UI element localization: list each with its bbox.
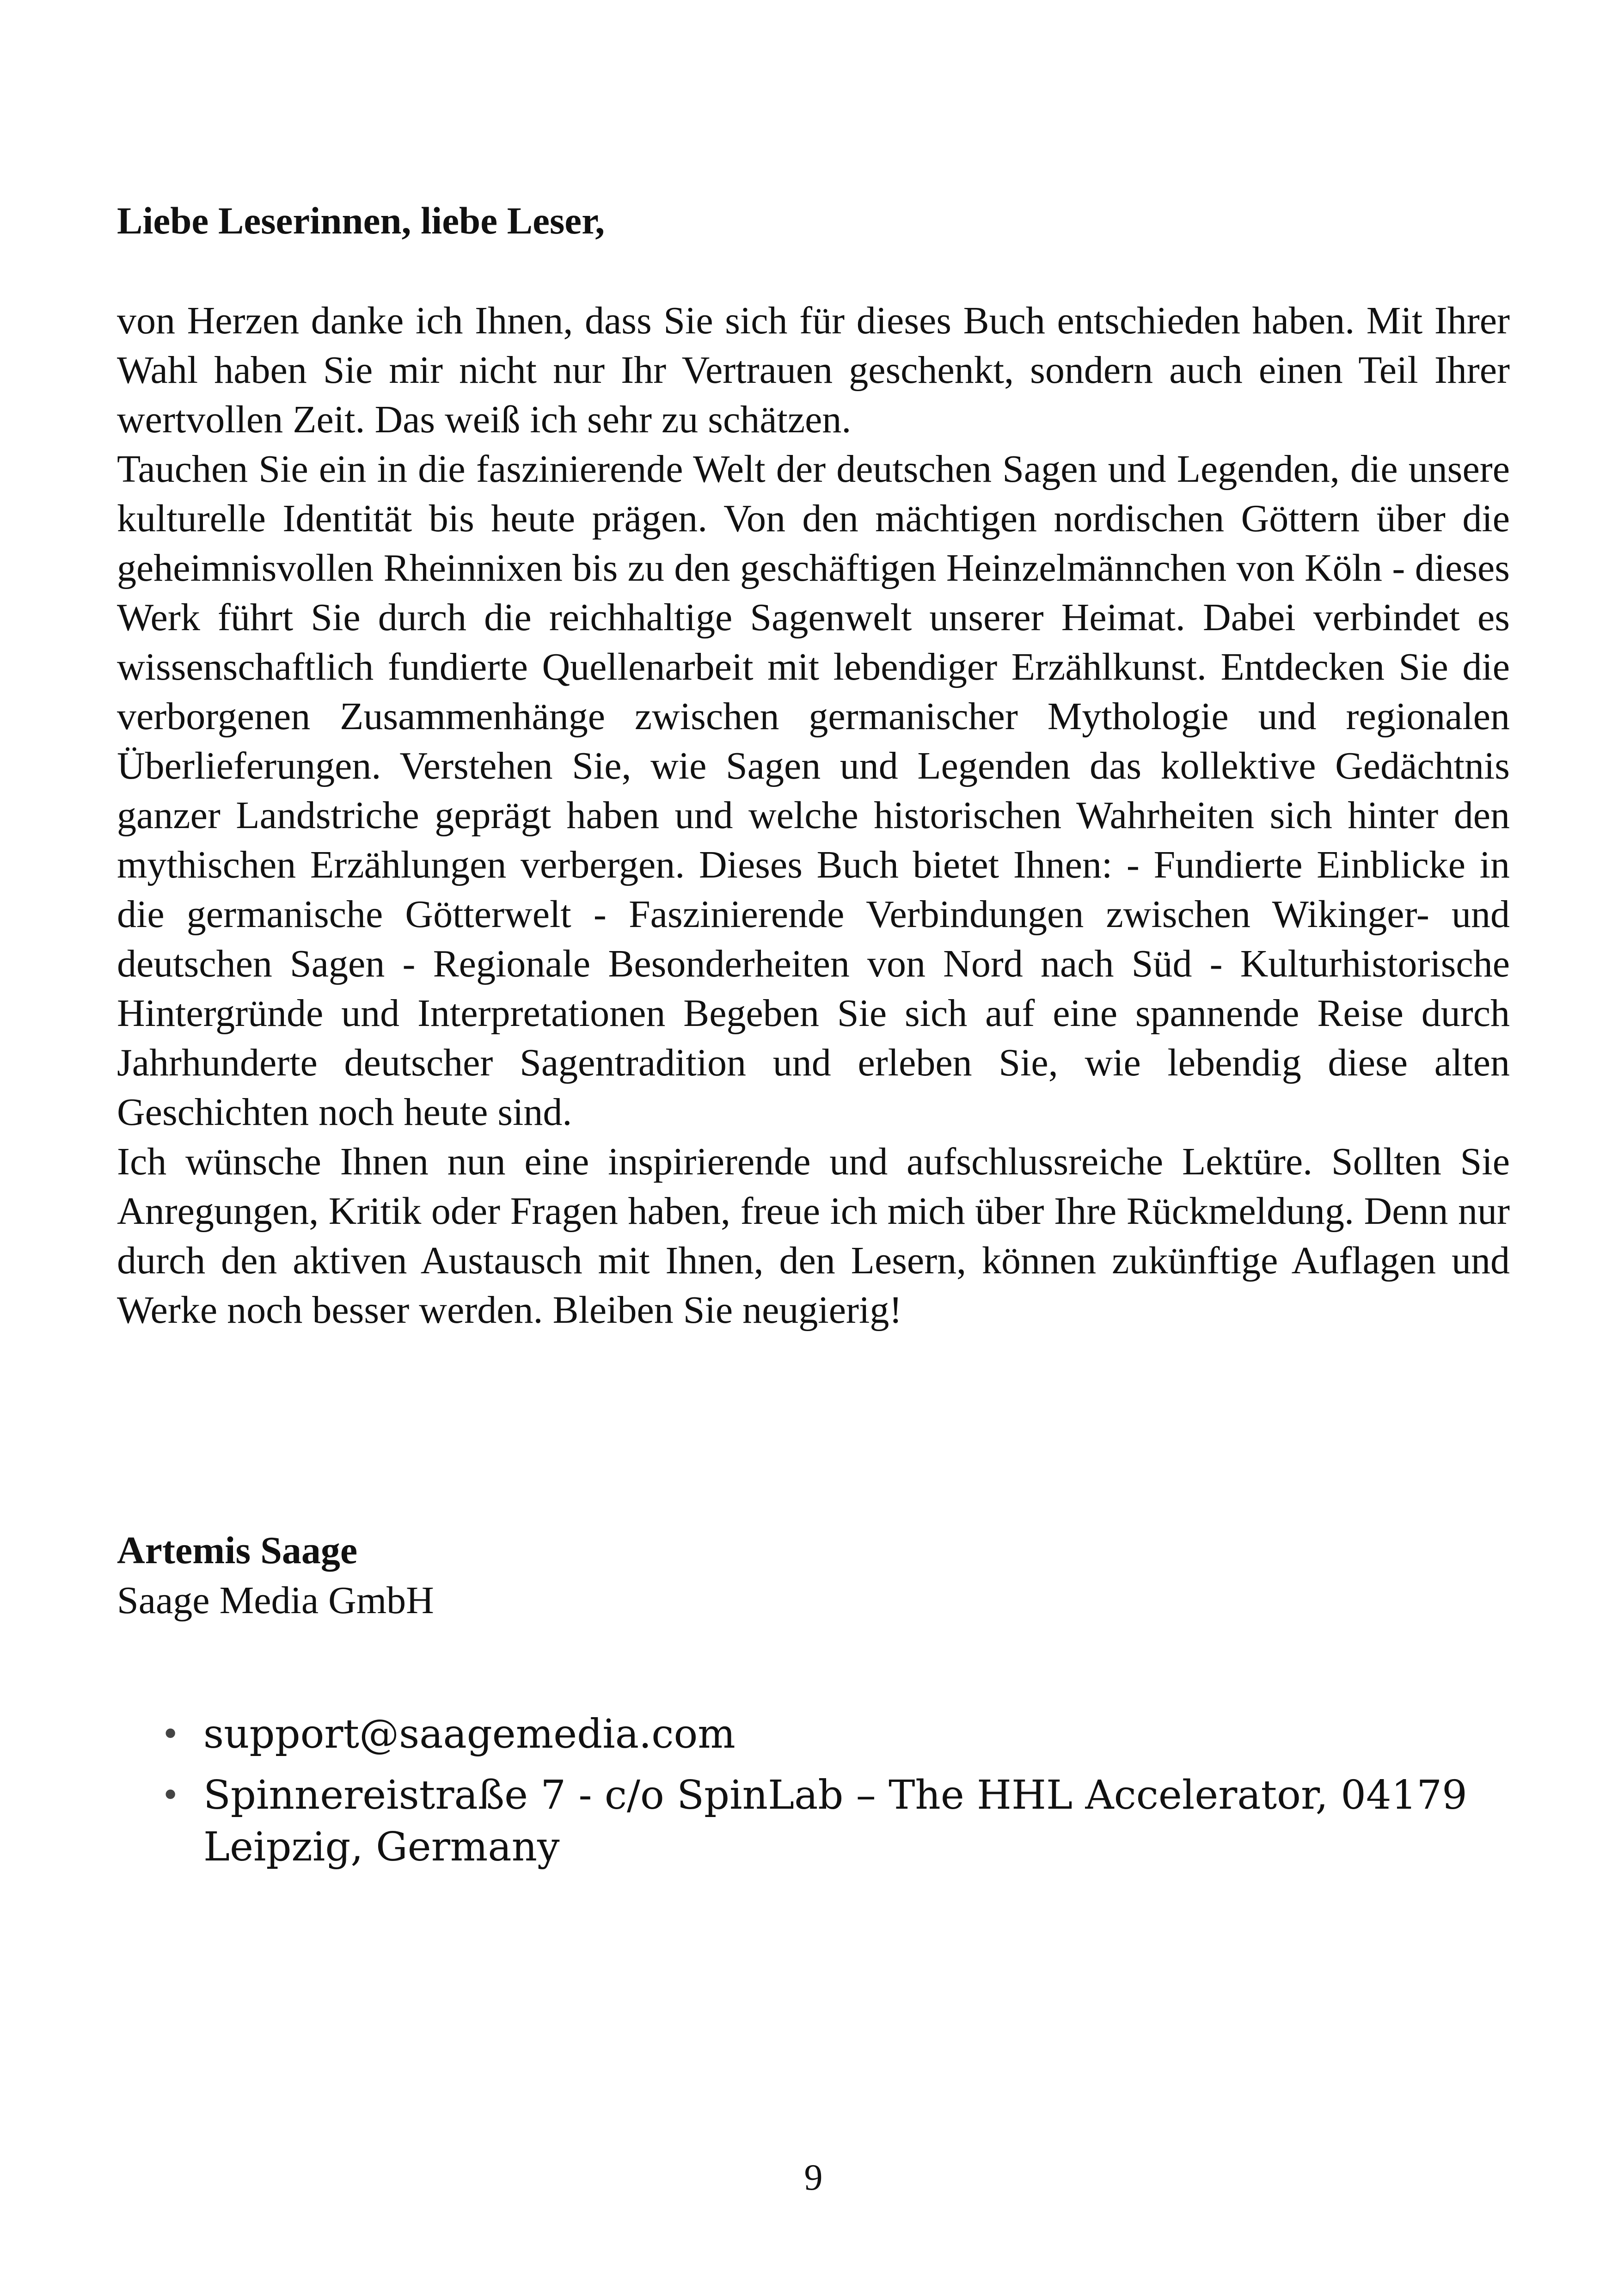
paragraph-closing: Ich wünsche Ihnen nun eine inspirierende und aufschlussreiche Lektüre. Sollten Sie Anregungen, Kritik oder Fragen haben, freue ich mich über Ihre Rückmeldung. Denn nur durch den aktiven Austausch mit Ihnen, den Lesern, können zukünftige Auflagen und Werke noch besser werden. Bleiben Sie neugierig!: [117, 1140, 1510, 1332]
document-page: [117, 0, 1510, 2296]
letter-body: [117, 296, 1510, 1335]
contact-email-link[interactable]: support@saagemedia.com: [203, 1711, 735, 1757]
paragraph-book-description: Tauchen Sie ein in die faszinierende Welt der deutschen Sagen und Legenden, die unsere kulturelle Identität bis heute prägen. Von den mächtigen nordischen Göttern über die geheimnisvollen Rheinnixen bis zu den geschäftigen Heinzelmännchen von Köln - dieses Werk führt Sie durch die reichhaltige Sagenwelt unserer Heimat. Dabei verbindet es wissenschaftlich fundierte Quellenarbeit mit lebendiger Erzählkunst. Entdecken Sie die verborgenen Zusammenhänge zwischen germanischer Mythologie und regionalen Überlieferungen. Verstehen Sie, wie Sagen und Legenden das kollektive Gedächtnis ganzer Landstriche geprägt haben und welche historischen Wahrheiten sich hinter den mythischen Erzählungen verbergen. Dieses Buch bietet Ihnen: - Fundierte Einblicke in die germanische Götterwelt - Faszinierende Verbindungen zwischen Wikinger- und deutschen Sagen - Regionale Besonderheiten von Nord nach Süd - Kulturhistorische Hintergründe und Interpretationen Begeben Sie sich auf eine spannende Reise durch Jahrhunderte deutscher Sagentradition und erleben Sie, wie lebendig diese alten Geschichten noch heute sind.: [117, 448, 1510, 1134]
contact-address: Spinnereistraße 7 - c/o SpinLab – The HHL Accelerator, 04179 Leipzig, Germany: [203, 1772, 1467, 1870]
author-name: Artemis Saage: [117, 1529, 358, 1572]
page-number: 9: [804, 2157, 823, 2198]
signature-block: [117, 1526, 434, 1626]
paragraph-thanks: von Herzen danke ich Ihnen, dass Sie sich für dieses Buch entschieden haben. Mit Ihrer Wahl haben Sie mir nicht nur Ihr Vertrauen geschenkt, sondern auch einen Teil Ihrer wertvollen Zeit. Das weiß ich sehr zu schätzen.: [117, 299, 1510, 441]
company-name: Saage Media GmbH: [117, 1579, 434, 1622]
contact-address-item: [117, 1769, 1510, 1873]
bullet-icon: •: [161, 1715, 180, 1753]
contact-email-item: [117, 1708, 1510, 1760]
contact-list: [117, 1708, 1510, 1882]
greeting-heading: Liebe Leserinnen, liebe Leser,: [117, 199, 605, 242]
bullet-icon: •: [161, 1776, 180, 1814]
